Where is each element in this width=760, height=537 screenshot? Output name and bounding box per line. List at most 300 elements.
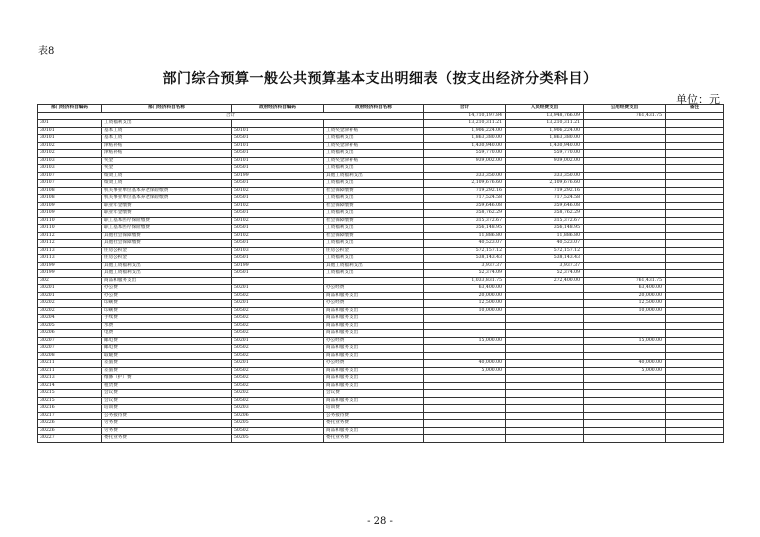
cell-gov-name: 商品和服务支出: [324, 367, 424, 375]
table-row: [38, 337, 724, 345]
cell-public: [584, 187, 666, 195]
cell-dept-code: 30107: [38, 172, 102, 180]
cell-gov-name: 委托业务费: [324, 435, 424, 443]
cell-total: 717,524.58: [424, 195, 506, 203]
cell-public: [584, 150, 666, 158]
cell-dept-code: 30206: [38, 330, 102, 338]
cell-gov-name: 办公经费: [324, 300, 424, 308]
budget-table: [37, 104, 724, 443]
cell-total: 1,863,380.00: [424, 135, 506, 143]
cell-dept-name: 职业年金缴费: [102, 210, 232, 218]
cell-remark: [666, 277, 724, 285]
cell-dept-code: 30103: [38, 165, 102, 173]
cell-public: [584, 172, 666, 180]
cell-gov-code: 50502: [232, 397, 324, 405]
cell-gov-name: 办公经费: [324, 285, 424, 293]
cell-gov-code: 50502: [232, 307, 324, 315]
cell-gov-name: 住房公积金: [324, 247, 424, 255]
cell-total: [424, 397, 506, 405]
cell-gov-code: 50201: [232, 337, 324, 345]
cell-public: [584, 390, 666, 398]
cell-dept-name: 津贴补贴: [102, 142, 232, 150]
cell-dept-code: 30108: [38, 187, 102, 195]
cell-dept-name: 手续费: [102, 315, 232, 323]
table-row: [38, 307, 724, 315]
cell-remark: [666, 232, 724, 240]
cell-total: [424, 375, 506, 383]
cell-dept-name: 会议费: [102, 397, 232, 405]
cell-total: 15,000.00: [424, 337, 506, 345]
cell-dept-name: 邮电费: [102, 345, 232, 353]
cell-personnel: [506, 352, 584, 360]
cell-gov-code: [232, 277, 324, 285]
cell-public: [584, 270, 666, 278]
header-gov-name: 政府经济科目名称: [324, 105, 424, 113]
cell-dept-name: 基本工资: [102, 127, 232, 135]
cell-gov-name: 商品和服务支出: [324, 427, 424, 435]
table-row: [38, 135, 724, 143]
table-row: [38, 330, 724, 338]
cell-remark: [666, 375, 724, 383]
cell-personnel: 3,937.37: [506, 262, 584, 270]
cell-total: 538,143.43: [424, 255, 506, 263]
cell-personnel: [506, 360, 584, 368]
cell-remark: [666, 210, 724, 218]
cell-gov-name: 商品和服务支出: [324, 330, 424, 338]
table-row: [38, 322, 724, 330]
cell-dept-name: 其他社会保障缴费: [102, 240, 232, 248]
table-row: [38, 270, 724, 278]
cell-public: [584, 165, 666, 173]
cell-personnel: 315,372.67: [506, 217, 584, 225]
cell-personnel: 356,148.95: [506, 225, 584, 233]
cell-gov-code: 50201: [232, 300, 324, 308]
cell-gov-code: 50199: [232, 262, 324, 270]
cell-total: [424, 427, 506, 435]
cell-remark: [666, 300, 724, 308]
cell-remark: [666, 247, 724, 255]
cell-personnel: 13,210,311.21: [506, 120, 584, 128]
cell-public: 5,000.00: [584, 367, 666, 375]
cell-remark: [666, 255, 724, 263]
cell-public: [584, 375, 666, 383]
cell-total: [424, 412, 506, 420]
cell-dept-name: 工资福利支出: [102, 120, 232, 128]
table-row: [38, 232, 724, 240]
cell-public: [584, 142, 666, 150]
cell-gov-code: 50501: [232, 225, 324, 233]
cell-total: [424, 435, 506, 443]
cell-dept-name: 基本工资: [102, 135, 232, 143]
cell-public: [584, 225, 666, 233]
cell-gov-code: 50502: [232, 330, 324, 338]
cell-public: [584, 427, 666, 435]
cell-gov-code: 50501: [232, 210, 324, 218]
cell-dept-code: 30208: [38, 352, 102, 360]
cell-dept-code: 30201: [38, 292, 102, 300]
cell-remark: [666, 202, 724, 210]
cell-gov-name: 工资福利支出: [324, 255, 424, 263]
cell-public: [584, 247, 666, 255]
cell-dept-name: 会议费: [102, 390, 232, 398]
cell-total: 40,523.07: [424, 240, 506, 248]
cell-gov-name: 工资福利支出: [324, 150, 424, 158]
cell-total: [424, 330, 506, 338]
cell-total: 572,157.12: [424, 247, 506, 255]
cell-remark: [666, 397, 724, 405]
cell-gov-code: 50502: [232, 292, 324, 300]
total-amount: 14,710,197.84: [424, 112, 506, 120]
cell-dept-code: 301: [38, 120, 102, 128]
cell-gov-name: 工资福利支出: [324, 210, 424, 218]
table-row: [38, 120, 724, 128]
cell-gov-code: 50502: [232, 382, 324, 390]
cell-personnel: 1,430,940.00: [506, 142, 584, 150]
total-public: 761,431.75: [584, 112, 666, 120]
cell-dept-code: 30204: [38, 315, 102, 323]
table-row: [38, 345, 724, 353]
cell-public: 761,431.75: [584, 277, 666, 285]
cell-dept-name: 住房公积金: [102, 247, 232, 255]
cell-gov-code: 50502: [232, 367, 324, 375]
cell-dept-code: 30110: [38, 225, 102, 233]
cell-gov-code: 50501: [232, 195, 324, 203]
cell-remark: [666, 187, 724, 195]
cell-total: 40,000.00: [424, 360, 506, 368]
table-row: [38, 367, 724, 375]
table-row: [38, 390, 724, 398]
cell-remark: [666, 142, 724, 150]
cell-dept-name: 印刷费: [102, 300, 232, 308]
cell-dept-name: 公务接待费: [102, 412, 232, 420]
cell-total: 11,886.80: [424, 232, 506, 240]
cell-gov-code: 50501: [232, 240, 324, 248]
cell-personnel: [506, 322, 584, 330]
cell-personnel: 1,906,224.00: [506, 127, 584, 135]
cell-gov-code: 50501: [232, 150, 324, 158]
cell-personnel: [506, 435, 584, 443]
cell-personnel: 939,002.00: [506, 157, 584, 165]
cell-dept-name: 租赁费: [102, 382, 232, 390]
cell-gov-name: 培训费: [324, 405, 424, 413]
cell-gov-name: 社会保障缴费: [324, 202, 424, 210]
cell-gov-name: 公务接待费: [324, 412, 424, 420]
cell-total: [424, 405, 506, 413]
cell-personnel: 272,400.00: [506, 277, 584, 285]
cell-gov-name: 商品和服务支出: [324, 382, 424, 390]
cell-dept-code: 30101: [38, 135, 102, 143]
cell-remark: [666, 345, 724, 353]
cell-total: [424, 345, 506, 353]
cell-dept-code: 30101: [38, 127, 102, 135]
cell-gov-code: 50205: [232, 420, 324, 428]
cell-personnel: [506, 367, 584, 375]
table-row: [38, 420, 724, 428]
cell-remark: [666, 330, 724, 338]
cell-dept-code: 30227: [38, 435, 102, 443]
cell-dept-code: 30226: [38, 420, 102, 428]
cell-gov-name: 社会保障缴费: [324, 187, 424, 195]
cell-dept-name: 培训费: [102, 405, 232, 413]
cell-dept-code: 30112: [38, 240, 102, 248]
cell-gov-code: 50201: [232, 285, 324, 293]
cell-dept-code: 30112: [38, 232, 102, 240]
cell-dept-code: 30107: [38, 180, 102, 188]
cell-remark: [666, 157, 724, 165]
cell-personnel: [506, 165, 584, 173]
cell-gov-name: 工资福利支出: [324, 165, 424, 173]
cell-remark: [666, 382, 724, 390]
cell-public: [584, 352, 666, 360]
cell-remark: [666, 435, 724, 443]
cell-remark: [666, 322, 724, 330]
cell-public: [584, 315, 666, 323]
table-row: [38, 247, 724, 255]
cell-total: 12,500.00: [424, 300, 506, 308]
cell-gov-name: 工资奖金津补贴: [324, 157, 424, 165]
cell-gov-name: 社会保障缴费: [324, 232, 424, 240]
cell-total: 356,148.95: [424, 225, 506, 233]
cell-dept-name: 津贴补贴: [102, 150, 232, 158]
table-row: [38, 277, 724, 285]
cell-dept-name: 其他工资福利支出: [102, 270, 232, 278]
cell-public: [584, 157, 666, 165]
table-row: [38, 300, 724, 308]
cell-dept-code: 30109: [38, 202, 102, 210]
cell-dept-code: 30102: [38, 150, 102, 158]
cell-public: 12,500.00: [584, 300, 666, 308]
cell-public: [584, 180, 666, 188]
cell-gov-name: [324, 277, 424, 285]
cell-dept-code: 30109: [38, 210, 102, 218]
cell-public: [584, 127, 666, 135]
cell-public: [584, 382, 666, 390]
table-row: [38, 375, 724, 383]
cell-public: [584, 240, 666, 248]
cell-total: 10,000.00: [424, 307, 506, 315]
cell-gov-code: 50201: [232, 360, 324, 368]
cell-personnel: 719,292.16: [506, 187, 584, 195]
cell-public: 40,000.00: [584, 360, 666, 368]
cell-remark: [666, 337, 724, 345]
cell-public: [584, 120, 666, 128]
page-label: 表8: [38, 46, 55, 57]
cell-gov-name: 工资福利支出: [324, 180, 424, 188]
cell-gov-name: 商品和服务支出: [324, 307, 424, 315]
cell-public: 15,000.00: [584, 337, 666, 345]
cell-public: 10,000.00: [584, 307, 666, 315]
cell-remark: [666, 307, 724, 315]
table-row: [38, 360, 724, 368]
cell-dept-name: 绩效工资: [102, 172, 232, 180]
cell-public: [584, 420, 666, 428]
total-label: 合计: [38, 112, 424, 120]
cell-dept-name: 奖金: [102, 165, 232, 173]
cell-dept-code: 30217: [38, 412, 102, 420]
cell-dept-code: 30199: [38, 270, 102, 278]
cell-dept-name: 奖金: [102, 157, 232, 165]
cell-public: [584, 405, 666, 413]
cell-remark: [666, 367, 724, 375]
cell-total: 939,002.00: [424, 157, 506, 165]
header-remark: 备注: [666, 105, 724, 113]
cell-remark: [666, 352, 724, 360]
cell-personnel: [506, 330, 584, 338]
cell-public: [584, 330, 666, 338]
cell-dept-name: 劳务费: [102, 427, 232, 435]
cell-personnel: 11,886.80: [506, 232, 584, 240]
cell-total: 315,372.67: [424, 217, 506, 225]
cell-dept-name: 维修（护）费: [102, 375, 232, 383]
table-row: [38, 352, 724, 360]
cell-personnel: [506, 405, 584, 413]
cell-remark: [666, 270, 724, 278]
cell-dept-code: 30226: [38, 427, 102, 435]
cell-total: 559,770.00: [424, 150, 506, 158]
header-total: 合计: [424, 105, 506, 113]
cell-dept-code: 30215: [38, 390, 102, 398]
cell-gov-code: [232, 120, 324, 128]
cell-dept-name: 其他工资福利支出: [102, 262, 232, 270]
cell-gov-code: 50101: [232, 127, 324, 135]
cell-remark: [666, 412, 724, 420]
cell-personnel: 1,863,380.00: [506, 135, 584, 143]
table-row: [38, 202, 724, 210]
cell-dept-code: 30202: [38, 307, 102, 315]
total-personnel: 13,948,766.09: [506, 112, 584, 120]
cell-dept-code: 30113: [38, 247, 102, 255]
table-row: [38, 157, 724, 165]
table-row: [38, 262, 724, 270]
cell-gov-code: 50199: [232, 172, 324, 180]
cell-personnel: 52,374.09: [506, 270, 584, 278]
cell-gov-name: 办公经费: [324, 337, 424, 345]
cell-dept-name: 差旅费: [102, 360, 232, 368]
cell-total: 1,033,831.75: [424, 277, 506, 285]
cell-gov-name: 商品和服务支出: [324, 345, 424, 353]
cell-total: 5,000.00: [424, 367, 506, 375]
cell-total: 20,000.00: [424, 292, 506, 300]
cell-total: 52,374.09: [424, 270, 506, 278]
cell-personnel: [506, 315, 584, 323]
cell-gov-code: 50103: [232, 247, 324, 255]
cell-dept-name: 绩效工资: [102, 180, 232, 188]
header-dept-name: 部门经济科目名称: [102, 105, 232, 113]
cell-total: 719,292.16: [424, 187, 506, 195]
cell-personnel: 538,143.43: [506, 255, 584, 263]
cell-personnel: [506, 375, 584, 383]
cell-remark: [666, 135, 724, 143]
cell-remark: [666, 150, 724, 158]
cell-total: 359,646.08: [424, 202, 506, 210]
cell-gov-name: [324, 120, 424, 128]
cell-gov-code: 50102: [232, 187, 324, 195]
cell-total: [424, 315, 506, 323]
table-row: [38, 285, 724, 293]
cell-gov-code: 50102: [232, 217, 324, 225]
table-row: [38, 217, 724, 225]
table-row: [38, 405, 724, 413]
table-row: [38, 397, 724, 405]
cell-remark: [666, 292, 724, 300]
cell-personnel: [506, 427, 584, 435]
cell-dept-name: 其他社会保障缴费: [102, 232, 232, 240]
cell-dept-code: 30214: [38, 382, 102, 390]
cell-gov-code: 50102: [232, 202, 324, 210]
cell-dept-name: 职业年金缴费: [102, 202, 232, 210]
cell-gov-name: 工资福利支出: [324, 270, 424, 278]
cell-total: 13,210,311.21: [424, 120, 506, 128]
table-row: [38, 255, 724, 263]
cell-dept-name: 印刷费: [102, 307, 232, 315]
cell-remark: [666, 285, 724, 293]
cell-remark: [666, 217, 724, 225]
cell-public: [584, 255, 666, 263]
cell-gov-code: 50102: [232, 232, 324, 240]
cell-remark: [666, 405, 724, 413]
cell-personnel: 2,109,676.60: [506, 180, 584, 188]
cell-remark: [666, 127, 724, 135]
cell-public: 20,000.00: [584, 292, 666, 300]
cell-gov-code: 50502: [232, 352, 324, 360]
cell-gov-code: 50502: [232, 315, 324, 323]
table-row: [38, 240, 724, 248]
cell-dept-name: 职工基本医疗保险缴费: [102, 225, 232, 233]
cell-gov-code: 50206: [232, 412, 324, 420]
cell-gov-code: 50203: [232, 405, 324, 413]
cell-dept-code: 30110: [38, 217, 102, 225]
cell-dept-name: 机关事业单位基本养老保险缴费: [102, 187, 232, 195]
cell-dept-code: 30201: [38, 285, 102, 293]
cell-dept-code: 30102: [38, 142, 102, 150]
table-row: [38, 142, 724, 150]
cell-personnel: [506, 345, 584, 353]
cell-dept-code: 30211: [38, 367, 102, 375]
cell-dept-code: 30216: [38, 405, 102, 413]
table-header-row: [38, 105, 724, 113]
cell-dept-code: 30202: [38, 300, 102, 308]
cell-personnel: 559,770.00: [506, 150, 584, 158]
cell-dept-name: 差旅费: [102, 367, 232, 375]
cell-gov-code: 50501: [232, 270, 324, 278]
cell-personnel: [506, 397, 584, 405]
cell-personnel: [506, 307, 584, 315]
cell-total: [424, 352, 506, 360]
cell-personnel: [506, 420, 584, 428]
cell-dept-code: 30205: [38, 322, 102, 330]
cell-dept-name: 劳务费: [102, 420, 232, 428]
table-row: [38, 172, 724, 180]
page-title: 部门综合预算一般公共预算基本支出明细表（按支出经济分类科目）: [162, 71, 598, 87]
cell-gov-code: 50501: [232, 135, 324, 143]
cell-dept-code: 30199: [38, 262, 102, 270]
cell-gov-code: 50502: [232, 427, 324, 435]
cell-personnel: 359,646.08: [506, 202, 584, 210]
cell-remark: [666, 427, 724, 435]
cell-dept-code: 30103: [38, 157, 102, 165]
cell-total: 3,937.37: [424, 262, 506, 270]
cell-personnel: 40,523.07: [506, 240, 584, 248]
table-row: [38, 315, 724, 323]
cell-public: [584, 435, 666, 443]
cell-public: [584, 262, 666, 270]
cell-gov-code: 50202: [232, 390, 324, 398]
cell-gov-name: 工资福利支出: [324, 240, 424, 248]
table-row: [38, 187, 724, 195]
cell-dept-code: 30207: [38, 345, 102, 353]
cell-gov-name: 委托业务费: [324, 420, 424, 428]
cell-dept-name: 邮电费: [102, 337, 232, 345]
